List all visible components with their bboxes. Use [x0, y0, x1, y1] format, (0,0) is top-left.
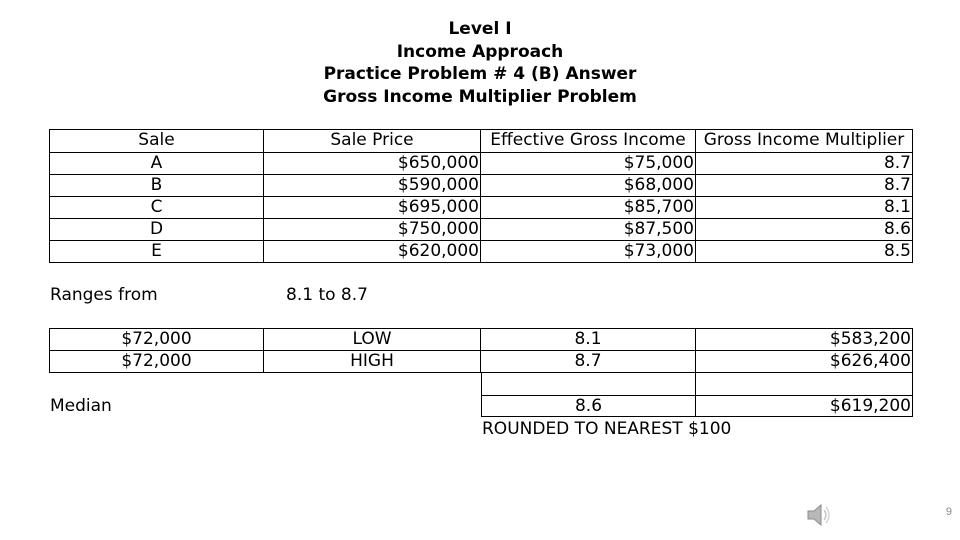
table-row-sale: A: [49, 152, 264, 174]
range-row-gim: 8.7: [481, 350, 696, 373]
range-row-value: $626,400: [696, 350, 913, 373]
table-row-price: $750,000: [264, 218, 481, 240]
header-gross-income-multiplier: Gross Income Multiplier: [696, 129, 913, 152]
slide-title: [0, 18, 960, 108]
table-row-price: $590,000: [264, 174, 481, 196]
table-row-egi: $68,000: [481, 174, 696, 196]
median-label: Median: [50, 396, 112, 416]
table-row-gim: 8.5: [696, 240, 913, 263]
range-row-label: LOW: [264, 328, 481, 350]
table-row-price: $650,000: [264, 152, 481, 174]
title-line-4: Gross Income Multiplier Problem: [323, 86, 637, 107]
rounding-note: ROUNDED TO NEAREST $100: [482, 419, 732, 439]
range-row-value: $583,200: [696, 328, 913, 350]
table-row-gim: 8.1: [696, 196, 913, 218]
blank-cell: [696, 373, 913, 395]
blank-cell: [481, 373, 696, 395]
ranges-value: 8.1 to 8.7: [286, 285, 368, 305]
header-effective-gross-income: Effective Gross Income: [481, 129, 696, 152]
table-row-sale: D: [49, 218, 264, 240]
table-row-price: $620,000: [264, 240, 481, 263]
table-row-gim: 8.7: [696, 174, 913, 196]
header-sale-price: Sale Price: [264, 129, 481, 152]
range-row-gim: 8.1: [481, 328, 696, 350]
table-row-gim: 8.7: [696, 152, 913, 174]
title-line-1: Level I: [448, 19, 512, 39]
table-row-egi: $75,000: [481, 152, 696, 174]
title-line-2: Income Approach: [396, 41, 564, 62]
median-gim: 8.6: [481, 395, 696, 417]
table-row-gim: 8.6: [696, 218, 913, 240]
median-value: $619,200: [696, 395, 913, 417]
range-row-egi: $72,000: [49, 328, 264, 350]
range-row-egi: $72,000: [49, 350, 264, 373]
speaker-icon[interactable]: [805, 500, 835, 530]
table-row-egi: $87,500: [481, 218, 696, 240]
page-number: 9: [945, 506, 952, 518]
header-sale: Sale: [49, 129, 264, 152]
title-line-3: Practice Problem # 4 (B) Answer: [323, 64, 637, 84]
ranges-label: Ranges from: [50, 285, 158, 305]
table-row-price: $695,000: [264, 196, 481, 218]
range-row-label: HIGH: [264, 350, 481, 373]
table-row-sale: E: [49, 240, 264, 263]
table-row-egi: $73,000: [481, 240, 696, 263]
table-row-sale: B: [49, 174, 264, 196]
table-row-sale: C: [49, 196, 264, 218]
table-row-egi: $85,700: [481, 196, 696, 218]
